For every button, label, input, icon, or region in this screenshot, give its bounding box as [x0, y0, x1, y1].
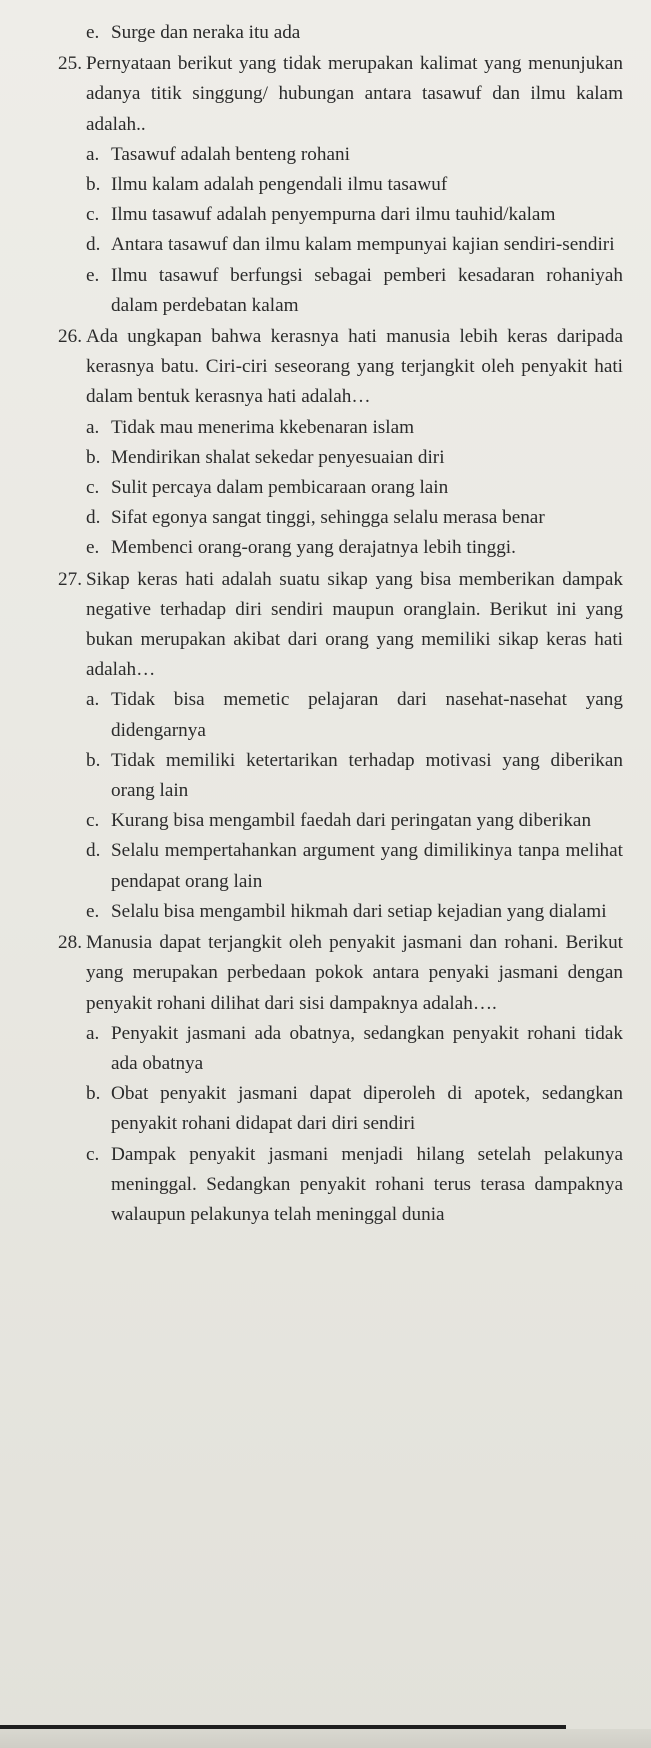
- option-28-c: [86, 1140, 623, 1231]
- option-label: b.: [86, 446, 101, 468]
- option-28-a: [86, 1019, 623, 1079]
- option-label: a.: [86, 689, 100, 711]
- question-number: 28.: [58, 932, 82, 954]
- option-26-a: [86, 413, 623, 443]
- question-text: Pernyataan berikut yang tidak merupakan kalimat yang menunjukan adanya titik singgung/ hubungan antara tasawuf dan ilmu kalam adalah..: [86, 53, 623, 135]
- option-text: Tidak mau menerima kkebenaran islam: [111, 416, 415, 438]
- question-number: 26.: [58, 326, 82, 348]
- option-text: Surge dan neraka itu ada: [111, 22, 301, 43]
- option-26-e: [86, 533, 623, 563]
- question-number: 27.: [58, 568, 82, 590]
- option-label: b.: [86, 749, 101, 771]
- option-label: d.: [86, 840, 101, 862]
- question-text: Manusia dapat terjangkit oleh penyakit jasmani dan rohani. Berikut yang merupakan perbedaan pokok antara penyaki jasmani dengan penyakit rohani dilihat dari sisi dampaknya adalah….: [86, 932, 623, 1014]
- option-text: Ilmu tasawuf berfungsi sebagai pemberi kesadaran rohaniyah dalam perdebatan kalam: [111, 264, 623, 316]
- question-list: [58, 18, 623, 1230]
- question-25: [58, 49, 623, 140]
- option-text: Ilmu tasawuf adalah penyempurna dari ilmu tauhid/kalam: [111, 204, 556, 226]
- option-text: Antara tasawuf dan ilmu kalam mempunyai kajian sendiri-sendiri: [111, 234, 615, 256]
- question-text: Sikap keras hati adalah suatu sikap yang bisa memberikan dampak negative terhadap diri sendiri maupun oranglain. Berikut ini yang bukan merupakan akibat dari orang yang memiliki sikap keras hati adalah…: [86, 568, 623, 681]
- option-28-b: [86, 1079, 623, 1139]
- question-26: [58, 322, 623, 413]
- option-text: Penyakit jasmani ada obatnya, sedangkan penyakit rohani tidak ada obatnya: [111, 1022, 623, 1074]
- option-text: Obat penyakit jasmani dapat diperoleh di apotek, sedangkan penyakit rohani didapat dari diri sendiri: [111, 1083, 623, 1135]
- option-label: d.: [86, 507, 101, 529]
- option-label: c.: [86, 810, 100, 832]
- option-27-c: [86, 806, 623, 836]
- option-24-e: [86, 18, 623, 48]
- option-text: Selalu mempertahankan argument yang dimilikinya tanpa melihat pendapat orang lain: [111, 840, 623, 892]
- option-text: Kurang bisa mengambil faedah dari peringatan yang diberikan: [111, 810, 592, 832]
- option-27-e: [86, 897, 623, 927]
- option-27-a: [86, 685, 623, 745]
- question-28: [58, 928, 623, 1019]
- option-text: Sifat egonya sangat tinggi, sehingga selalu merasa benar: [111, 507, 545, 529]
- option-text: Sulit percaya dalam pembicaraan orang lain: [111, 477, 449, 499]
- option-25-a: [86, 140, 623, 170]
- option-label: a.: [86, 416, 100, 438]
- option-25-c: [86, 200, 623, 230]
- option-label: e.: [86, 264, 100, 286]
- option-25-d: [86, 230, 623, 260]
- option-text: Selalu bisa mengambil hikmah dari setiap kejadian yang dialami: [111, 900, 607, 922]
- option-label: e.: [86, 537, 100, 559]
- option-label: c.: [86, 1143, 100, 1165]
- option-25-e: [86, 261, 623, 321]
- option-label: e.: [86, 22, 100, 43]
- option-27-d: [86, 836, 623, 896]
- option-label: b.: [86, 174, 101, 196]
- option-text: Dampak penyakit jasmani menjadi hilang setelah pelakunya meninggal. Sedangkan penyakit rohani terus terasa dampaknya walaupun pelakunya telah meninggal dunia: [111, 1143, 623, 1225]
- option-25-b: [86, 170, 623, 200]
- option-27-b: [86, 746, 623, 806]
- option-text: Membenci orang-orang yang derajatnya lebih tinggi.: [111, 537, 516, 559]
- question-27: [58, 565, 623, 686]
- option-text: Tidak bisa memetic pelajaran dari nasehat-nasehat yang didengarnya: [111, 689, 623, 741]
- option-label: c.: [86, 204, 100, 226]
- option-label: c.: [86, 477, 100, 499]
- question-number: 25.: [58, 53, 82, 75]
- option-label: d.: [86, 234, 101, 256]
- option-26-c: [86, 473, 623, 503]
- option-label: b.: [86, 1083, 101, 1105]
- option-text: Tasawuf adalah benteng rohani: [111, 143, 350, 165]
- option-text: Ilmu kalam adalah pengendali ilmu tasawuf: [111, 174, 448, 196]
- option-label: a.: [86, 1022, 100, 1044]
- question-text: Ada ungkapan bahwa kerasnya hati manusia lebih keras daripada kerasnya batu. Ciri-ciri seseorang yang terjangkit oleh penyakit hati dalam bentuk kerasnya hati adalah…: [86, 326, 623, 408]
- option-text: Tidak memiliki ketertarikan terhadap motivasi yang diberikan orang lain: [111, 749, 623, 802]
- option-label: e.: [86, 900, 100, 922]
- option-26-b: [86, 443, 623, 473]
- option-text: Mendirikan shalat sekedar penyesuaian diri: [111, 446, 445, 468]
- option-label: a.: [86, 143, 100, 165]
- page-bottom-edge: [0, 1729, 651, 1748]
- option-26-d: [86, 503, 623, 533]
